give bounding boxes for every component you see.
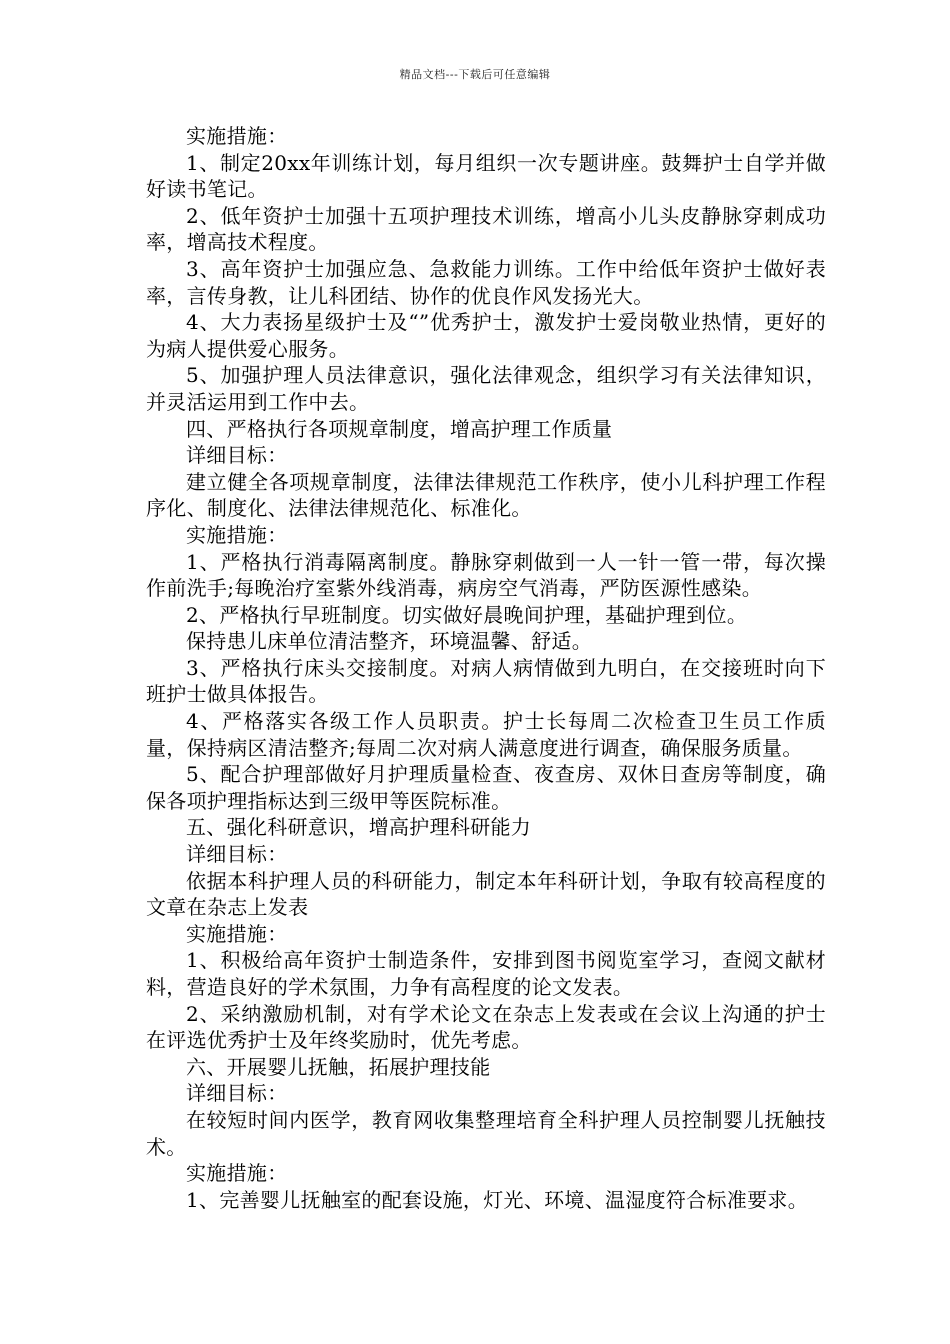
paragraph-measure-2: 2、采纳激励机制，对有学术论文在杂志上发表或在会议上沟通的护士在评选优秀护士及年终奖励时，优先考虑。 [146, 1001, 826, 1053]
paragraph-measures-heading: 实施措施： [186, 522, 288, 547]
paragraph-measures-heading: 实施措施： [186, 124, 288, 148]
paragraph-measure-4: 4、大力表扬星级护士及“”优秀护士，激发护士爱岗敬业热情，更好的为病人提供爱心服务。 [146, 310, 826, 361]
paragraph-measure-2: 2、严格执行早班制度。切实做好晨晚间护理，基础护理到位。 [186, 602, 748, 627]
paragraph-goal-heading: 详细目标： [186, 1081, 288, 1106]
paragraph-measure-3: 3、严格执行床头交接制度。对病人病情做到九明白，在交接班时向下班护士做具体报告。 [146, 655, 826, 707]
paragraph-goal-heading: 详细目标： [186, 443, 288, 468]
paragraph-measure-2: 2、低年资护士加强十五项护理技术训练，增高小儿头皮静脉穿刺成功率，增高技术程度。 [146, 203, 826, 255]
paragraph-goal-text: 建立健全各项规章制度，法律法律规范工作秩序，使小儿科护理工作程序化、制度化、法律法律规范化、标准化。 [146, 469, 826, 521]
paragraph-goal-text: 在较短时间内医学，教育网收集整理培育全科护理人员控制婴儿抚触技术。 [146, 1107, 826, 1159]
paragraph-goal-heading: 详细目标： [186, 842, 288, 867]
document-body [146, 123, 826, 1213]
paragraph-measure-1: 1、积极给高年资护士制造条件，安排到图书阅览室学习，查阅文献材料，营造良好的学术氛围，力争有高程度的论文发表。 [146, 948, 826, 999]
paragraph-measure-5: 5、加强护理人员法律意识，强化法律观念，组织学习有关法律知识，并灵活运用到工作中去。 [146, 363, 826, 414]
page-header: 精品文档---下载后可任意编辑 [399, 68, 551, 81]
section-heading-6: 六、开展婴儿抚触，拓展护理技能 [186, 1054, 491, 1079]
paragraph-measures-heading: 实施措施： [186, 1161, 288, 1186]
paragraph-measure-5: 5、配合护理部做好月护理质量检查、夜查房、双休日查房等制度，确保各项护理指标达到三级甲等医院标准。 [146, 762, 826, 813]
paragraph-measure-1: 1、完善婴儿抚触室的配套设施，灯光、环境、温湿度符合标准要求。 [186, 1187, 809, 1212]
paragraph-measure-2-cont: 保持患儿床单位清洁整齐，环境温馨、舒适。 [186, 629, 592, 654]
paragraph-goal-text: 依据本科护理人员的科研能力，制定本年科研计划，争取有较高程度的文章在杂志上发表 [146, 868, 826, 920]
paragraph-measure-1: 1、制定20xx年训练计划，每月组织一次专题讲座。鼓舞护士自学并做好读书笔记。 [146, 150, 826, 202]
section-heading-5: 五、强化科研意识，增高护理科研能力 [186, 815, 532, 840]
paragraph-measure-4: 4、严格落实各级工作人员职责。护士长每周二次检查卫生员工作质量，保持病区清洁整齐;每周二次对病人满意度进行调查，确保服务质量。 [146, 709, 826, 760]
paragraph-measure-1: 1、严格执行消毒隔离制度。静脉穿刺做到一人一针一管一带，每次操作前洗手;每晚治疗室紫外线消毒，病房空气消毒，严防医源性感染。 [146, 549, 826, 601]
section-heading-4: 四、严格执行各项规章制度，增高护理工作质量 [186, 416, 613, 441]
paragraph-measures-heading: 实施措施： [186, 921, 288, 946]
paragraph-measure-3: 3、高年资护士加强应急、急救能力训练。工作中给低年资护士做好表率，言传身教，让儿科团结、协作的优良作风发扬光大。 [146, 256, 826, 308]
